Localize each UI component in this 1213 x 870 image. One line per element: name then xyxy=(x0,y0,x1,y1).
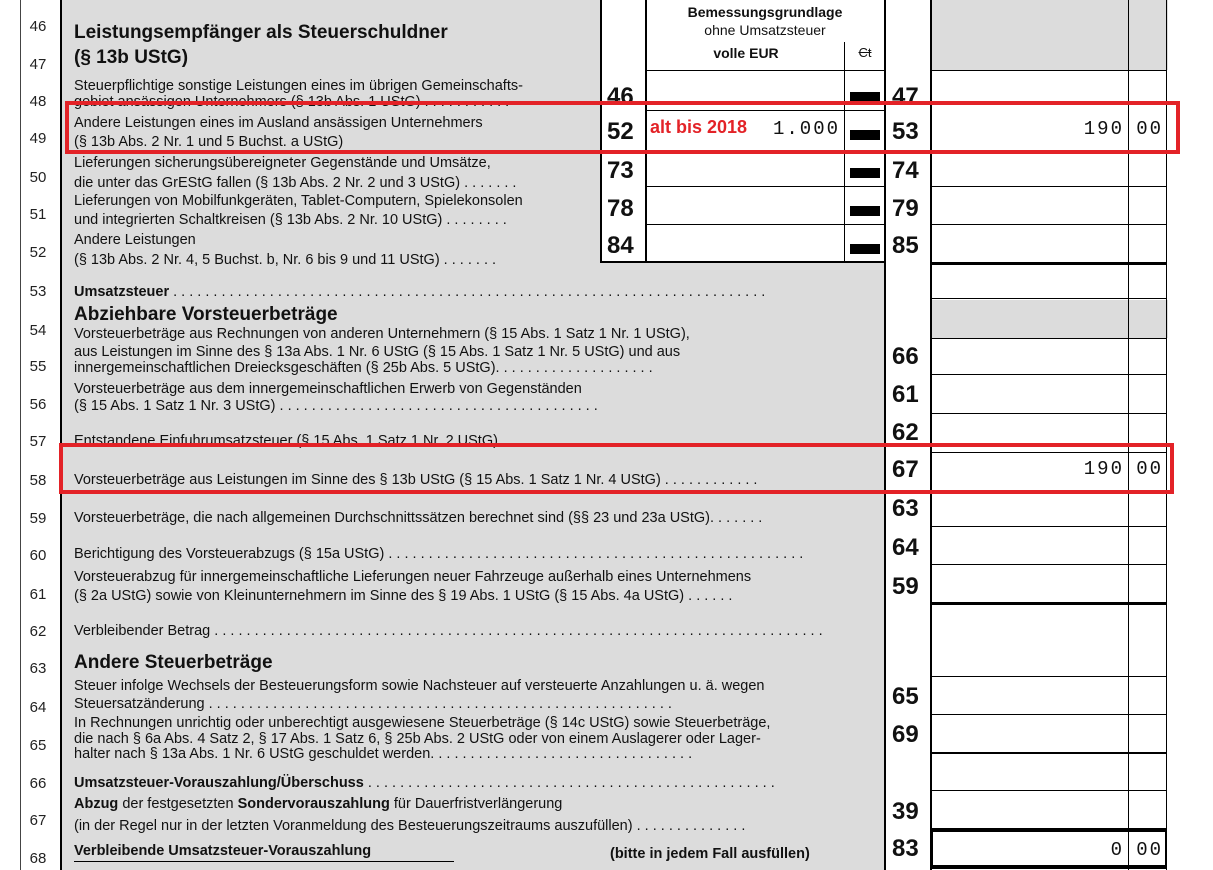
section-title-vorsteuer: Abziehbare Vorsteuerbeträge xyxy=(74,304,338,325)
kz-62: 62 xyxy=(892,419,919,446)
line-68-a: Verbleibende Umsatzsteuer-Vorauszahlung xyxy=(74,843,372,859)
row-number: 48 xyxy=(29,93,47,110)
kz-74: 74 xyxy=(892,157,919,184)
line-67-end: für Dauerfristverlängerung xyxy=(389,796,563,812)
sep xyxy=(931,866,1167,869)
line-67-abzug: Abzug xyxy=(74,796,119,812)
row-number: 65 xyxy=(29,737,47,754)
kz-61: 61 xyxy=(892,381,919,408)
header-col-title: Bemessungsgrundlage xyxy=(687,4,843,20)
sep xyxy=(931,790,1167,791)
row-number: 47 xyxy=(29,56,47,73)
kz-39: 39 xyxy=(892,798,919,825)
value-kz53-eur: 190 xyxy=(1083,118,1124,140)
value-kz83-eur: 0 xyxy=(1110,839,1124,861)
row-number: 56 xyxy=(29,396,47,413)
sep xyxy=(931,186,1167,187)
value-kz67-eur: 190 xyxy=(1083,458,1124,480)
sep xyxy=(931,338,1167,339)
kz-78: 78 xyxy=(607,195,634,222)
highlight-row-49 xyxy=(65,101,1180,154)
kz-73: 73 xyxy=(607,157,634,184)
sep xyxy=(931,564,1167,565)
line-59: Vorsteuerbeträge, die nach allgemeinen Durchschnittssätzen berechnet sind (§§ 23 und 23a UStG). . . . . . . xyxy=(74,510,763,526)
kz-65: 65 xyxy=(892,683,919,710)
sep xyxy=(931,374,1167,375)
value-kz67-ct: 00 xyxy=(1136,458,1163,480)
row-number: 60 xyxy=(29,547,47,564)
section-title-13b: Leistungsempfänger als Steuerschuldner xyxy=(74,22,448,43)
section-gray-right xyxy=(931,300,1168,338)
row-number: 46 xyxy=(29,18,47,35)
value-kz53-ct: 00 xyxy=(1136,118,1163,140)
line-68-underline xyxy=(74,861,454,862)
value-kz52: 1.000 xyxy=(772,118,840,140)
sep xyxy=(931,602,1167,605)
line-64-b: Steuersatzänderung . . . . . . . . . . . . . . . . . . . . . . . . . . . . . . . . . . . . . . . . . . . . . . . . . . . . . . . . . . xyxy=(74,696,672,712)
line-61-b: (§ 2a UStG) sowie von Kleinunternehmern im Sinne des § 19 Abs. 1 UStG (§ 15 Abs. 4a UStG) . . . . . . xyxy=(74,588,733,604)
field-kz83[interactable] xyxy=(932,831,1166,866)
line-57: Entstandene Einfuhrumsatzsteuer (§ 15 Abs. 1 Satz 1 Nr. 2 UStG) xyxy=(74,433,498,449)
line-49-a: Andere Leistungen eines im Ausland ansässigen Unternehmers xyxy=(74,115,483,131)
sep xyxy=(931,526,1167,527)
line-56-a: Vorsteuerbeträge aus dem innergemeinschaftlichen Erwerb von Gegenständen xyxy=(74,381,582,397)
header-col-eur: volle EUR xyxy=(713,45,779,61)
line-56-b: (§ 15 Abs. 1 Satz 1 Nr. 3 UStG) . . . . . . . . . . . . . . . . . . . . . . . . . . . . . . . . . . . . . . . . xyxy=(74,398,598,414)
row-number: 59 xyxy=(29,510,47,527)
line-51-b: und integrierten Schaltkreisen (§ 13b Abs. 2 Nr. 10 UStG) . . . . . . . . xyxy=(74,212,507,228)
line-48-b: gebiet ansässigen Unternehmers (§ 13b Abs. 1 UStG) . . . . . . . . . . . xyxy=(74,94,510,110)
kz-64: 64 xyxy=(892,534,919,561)
sep xyxy=(931,70,1167,71)
line-66-dots: . . . . . . . . . . . . . . . . . . . . . . . . . . . . . . . . . . . . . . . . . . . . . . . . . . . xyxy=(363,775,775,791)
value-kz83-ct: 00 xyxy=(1136,839,1163,861)
input-bottom-line xyxy=(600,261,885,263)
row-number: 57 xyxy=(29,433,47,450)
ct-blocked-bar xyxy=(850,168,880,178)
sep xyxy=(931,413,1167,414)
kz-83: 83 xyxy=(892,835,919,862)
line-66-label: Umsatzsteuer-Vorauszahlung/Überschuss xyxy=(74,775,364,791)
line-66 xyxy=(74,775,775,791)
ct-blocked-bar xyxy=(850,244,880,254)
line-60-dots: . . . . . . . . . . . . . . . . . . . . . . . . . . . . . . . . . . . . . . . . . . . . . . . . . . . . xyxy=(384,546,804,562)
line-53 xyxy=(74,284,765,300)
line-60 xyxy=(74,546,803,562)
sep xyxy=(931,262,1167,265)
line-65-c: halter nach § 13a Abs. 1 Nr. 6 UStG geschuldet werden. . . . . . . . . . . . . . . . . . . . . . . . . . . . . . . . . xyxy=(74,746,693,762)
header-col-ct: Ct xyxy=(858,45,872,60)
line-50-a: Lieferungen sicherungsübereigneter Gegenstände und Umsätze, xyxy=(74,155,491,171)
line-60-label: Berichtigung des Vorsteuerabzugs (§ 15a UStG) xyxy=(74,546,385,562)
section-title-andere: Andere Steuerbeträge xyxy=(74,652,273,673)
row-number: 61 xyxy=(29,586,47,603)
line-67-sonder: Sondervorauszahlung xyxy=(237,796,390,812)
sep xyxy=(646,186,884,187)
kz-47: 47 xyxy=(892,83,919,110)
line-67-mid: der festgesetzten xyxy=(118,796,238,812)
kz-52: 52 xyxy=(607,118,634,145)
row-number: 53 xyxy=(29,283,47,300)
line-54-b: aus Leistungen im Sinne des § 13a Abs. 1 Nr. 6 UStG (§ 15 Abs. 1 Satz 1 Nr. 5 UStG) und aus xyxy=(74,344,681,360)
kz-59: 59 xyxy=(892,573,919,600)
line-67-a xyxy=(74,796,562,812)
kz-67: 67 xyxy=(892,456,919,483)
highlight-row-58 xyxy=(59,443,1174,494)
row-number: 63 xyxy=(29,660,47,677)
sep xyxy=(931,298,1167,299)
line-51-a: Lieferungen von Mobilfunkgeräten, Tablet-Computern, Spielekonsolen xyxy=(74,193,523,209)
row-number: 64 xyxy=(29,699,47,716)
row-number: 49 xyxy=(29,130,47,147)
line-67-b: (in der Regel nur in der letzten Voranmeldung des Besteuerungszeitraums auszufüllen) . . . . . . . . . . . . . . xyxy=(74,818,746,834)
kz-85: 85 xyxy=(892,232,919,259)
row-number: 58 xyxy=(29,472,47,489)
row-number: 68 xyxy=(29,850,47,867)
sep xyxy=(646,70,884,71)
line-62-dots: . . . . . . . . . . . . . . . . . . . . . . . . . . . . . . . . . . . . . . . . . . . . . . . . . . . . . . . . . . . . . . . . . . . . . . . . . . . . xyxy=(210,623,823,639)
line-54-a: Vorsteuerbeträge aus Rechnungen von anderen Unternehmern (§ 15 Abs. 1 Satz 1 Nr. 1 UStG), xyxy=(74,326,690,342)
row-number: 51 xyxy=(29,206,47,223)
line-62 xyxy=(74,623,823,639)
row-number: 66 xyxy=(29,775,47,792)
row-number: 50 xyxy=(29,169,47,186)
row-number: 54 xyxy=(29,322,47,339)
row-number: 55 xyxy=(29,358,47,375)
kz-69: 69 xyxy=(892,721,919,748)
sep xyxy=(931,676,1167,677)
header-col-sub: ohne Umsatzsteuer xyxy=(704,22,826,38)
kz-66: 66 xyxy=(892,343,919,370)
line-68-b: (bitte in jedem Fall ausfüllen) xyxy=(610,846,810,862)
kz-46: 46 xyxy=(607,83,634,110)
line-50-b: die unter das GrEStG fallen (§ 13b Abs. 2 Nr. 2 und 3 UStG) . . . . . . . xyxy=(74,175,517,191)
line-58: Vorsteuerbeträge aus Leistungen im Sinne des § 13b UStG (§ 15 Abs. 1 Satz 1 Nr. 4 UStG) . . . . . . . . . . . . xyxy=(74,472,758,488)
line-52-a: Andere Leistungen xyxy=(74,232,196,248)
sep xyxy=(646,224,884,225)
line-61-a: Vorsteuerabzug für innergemeinschaftliche Lieferungen neuer Fahrzeuge außerhalb eines Unternehmens xyxy=(74,569,752,585)
left-border-2 xyxy=(60,0,62,870)
ct-blocked-bar xyxy=(850,206,880,216)
line-48-a: Steuerpflichtige sonstige Leistungen eines im übrigen Gemeinschafts- xyxy=(74,78,523,94)
line-53-dots: . . . . . . . . . . . . . . . . . . . . . . . . . . . . . . . . . . . . . . . . . . . . . . . . . . . . . . . . . . . . . . . . . . . . . . . . . . xyxy=(169,284,766,300)
section-title-13b-sub: (§ 13b UStG) xyxy=(74,47,189,68)
line-62-label: Verbleibender Betrag xyxy=(74,623,211,639)
annotation-alt-bis-2018: alt bis 2018 xyxy=(650,117,748,137)
line-53-label: Umsatzsteuer xyxy=(74,284,170,300)
line-64-a: Steuer infolge Wechsels der Besteuerungsform sowie Nachsteuer auf versteuerte Anzahlungen u. ä. wegen xyxy=(74,678,765,694)
sep xyxy=(931,224,1167,225)
header-gray-right xyxy=(931,0,1168,70)
row-number: 67 xyxy=(29,812,47,829)
sep xyxy=(931,752,1167,754)
row-number: 62 xyxy=(29,623,47,640)
kz-53: 53 xyxy=(892,118,919,145)
sep xyxy=(931,714,1167,715)
line-54-c: innergemeinschaftlichen Dreiecksgeschäften (§ 25b Abs. 5 UStG). . . . . . . . . . . . . . . . . . . . xyxy=(74,360,653,376)
line-65-a: In Rechnungen unrichtig oder unberechtigt ausgewiesene Steuerbeträge (§ 14c UStG) sowie Steuerbeträge, xyxy=(74,715,771,731)
line-65-b: die nach § 6a Abs. 4 Satz 2, § 17 Abs. 1 Satz 6, § 25b Abs. 2 UStG oder von einem Auslagerer oder Lager- xyxy=(74,731,761,747)
line-49-b: (§ 13b Abs. 2 Nr. 1 und 5 Buchst. a UStG) xyxy=(74,134,344,150)
kz-79: 79 xyxy=(892,195,919,222)
row-number: 52 xyxy=(29,244,47,261)
kz-84: 84 xyxy=(607,232,634,259)
line-52-b: (§ 13b Abs. 2 Nr. 4, 5 Buchst. b, Nr. 6 bis 9 und 11 UStG) . . . . . . . xyxy=(74,252,497,268)
kz-63: 63 xyxy=(892,495,919,522)
